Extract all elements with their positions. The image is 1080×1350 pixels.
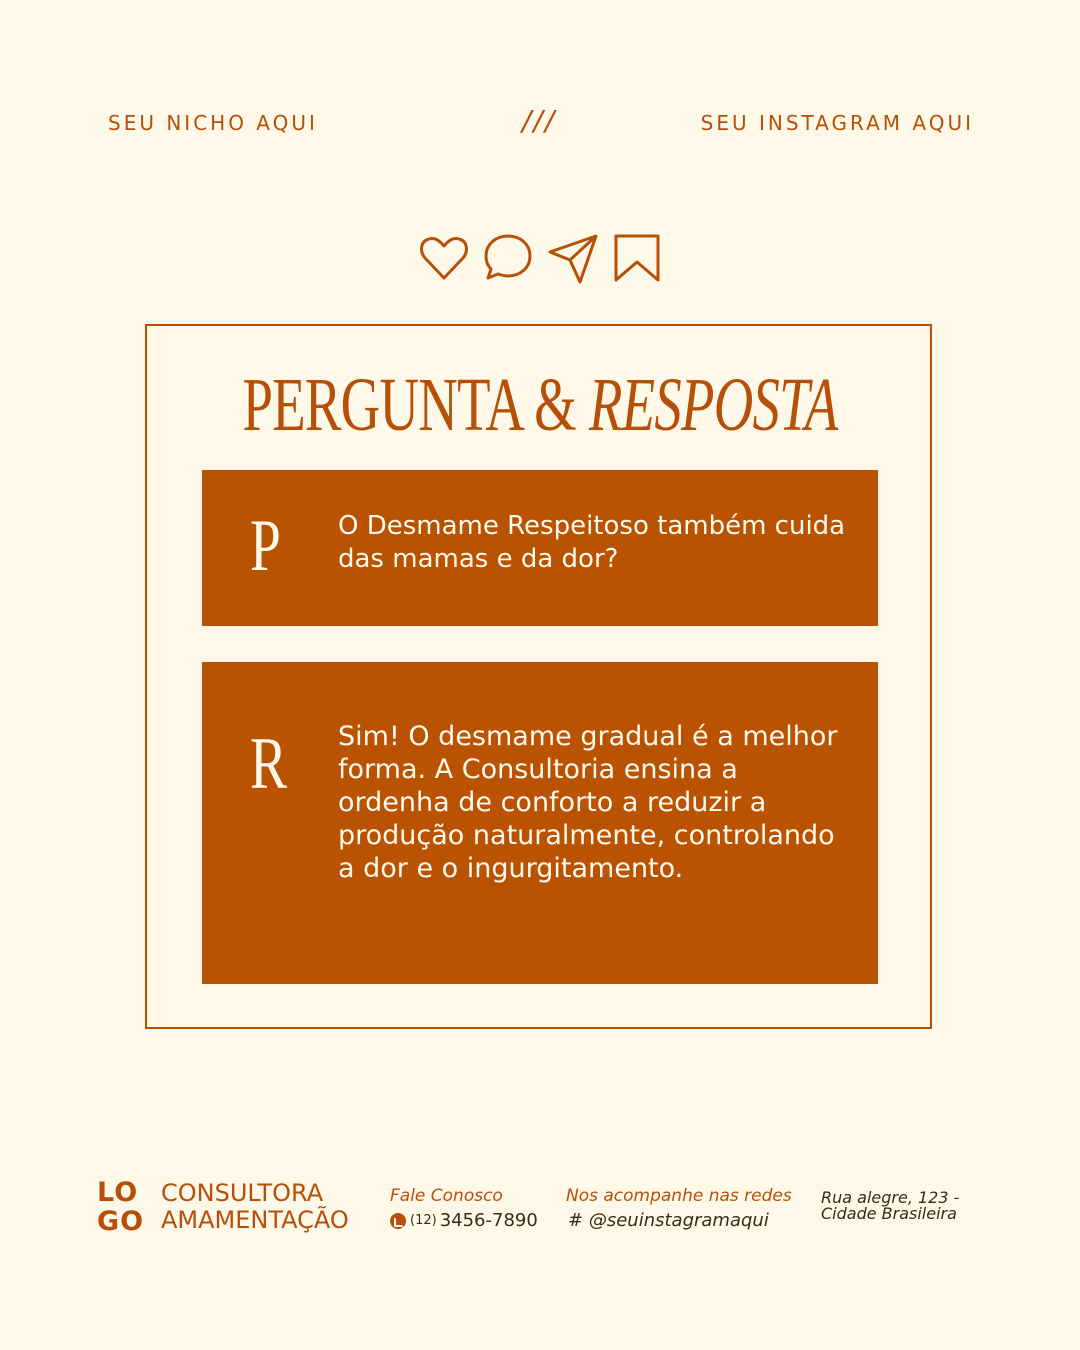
phone-number[interactable] xyxy=(390,1210,538,1231)
contact-title: Fale Conosco xyxy=(390,1186,503,1206)
social-icons xyxy=(418,232,668,288)
logo-line2: GO xyxy=(97,1206,145,1237)
question-text: O Desmame Respeitoso também cuida das mamas e da dor? xyxy=(338,511,846,574)
phone-text: 3456-7890 xyxy=(439,1210,538,1231)
footer xyxy=(0,1178,1080,1248)
heart-icon xyxy=(418,232,470,284)
answer-letter: R xyxy=(250,723,288,805)
handle-text: @seuinstagramaqui xyxy=(588,1210,769,1231)
comment-icon xyxy=(482,232,534,284)
title-part2: RESPOSTA xyxy=(588,363,838,447)
logo-line1: LO xyxy=(97,1177,139,1208)
social-title: Nos acompanhe nas redes xyxy=(566,1186,792,1206)
phone-icon xyxy=(390,1213,406,1229)
phone-ddd: (12) xyxy=(410,1213,437,1228)
brand-line2: AMAMENTAÇÃO xyxy=(161,1206,349,1234)
answer-text: Sim! O desmame gradual é a melhor forma. A Consultoria ensina a ordenha de conforto a reduzir a produção naturalmente, controlando a dor e o ingurgitamento. xyxy=(338,721,838,884)
answer-box xyxy=(202,662,878,984)
address: Rua alegre, 123 - Cidade Brasileira xyxy=(821,1188,960,1223)
separator: /// xyxy=(522,104,557,137)
instagram-handle[interactable] xyxy=(568,1210,769,1231)
bookmark-icon xyxy=(612,232,662,284)
instagram-label: SEU INSTAGRAM AQUI xyxy=(700,111,974,135)
brand-line1: CONSULTORA xyxy=(161,1179,324,1207)
logo xyxy=(97,1178,144,1236)
question-box xyxy=(202,470,878,626)
niche-label: SEU NICHO AQUI xyxy=(108,111,318,135)
send-icon xyxy=(546,232,602,286)
title-part1: PERGUNTA xyxy=(242,363,522,447)
question-letter: P xyxy=(250,505,281,587)
title-amp: & xyxy=(534,363,576,447)
hash-icon: # xyxy=(568,1210,584,1231)
brand-name xyxy=(161,1180,349,1234)
page-title xyxy=(151,362,929,449)
